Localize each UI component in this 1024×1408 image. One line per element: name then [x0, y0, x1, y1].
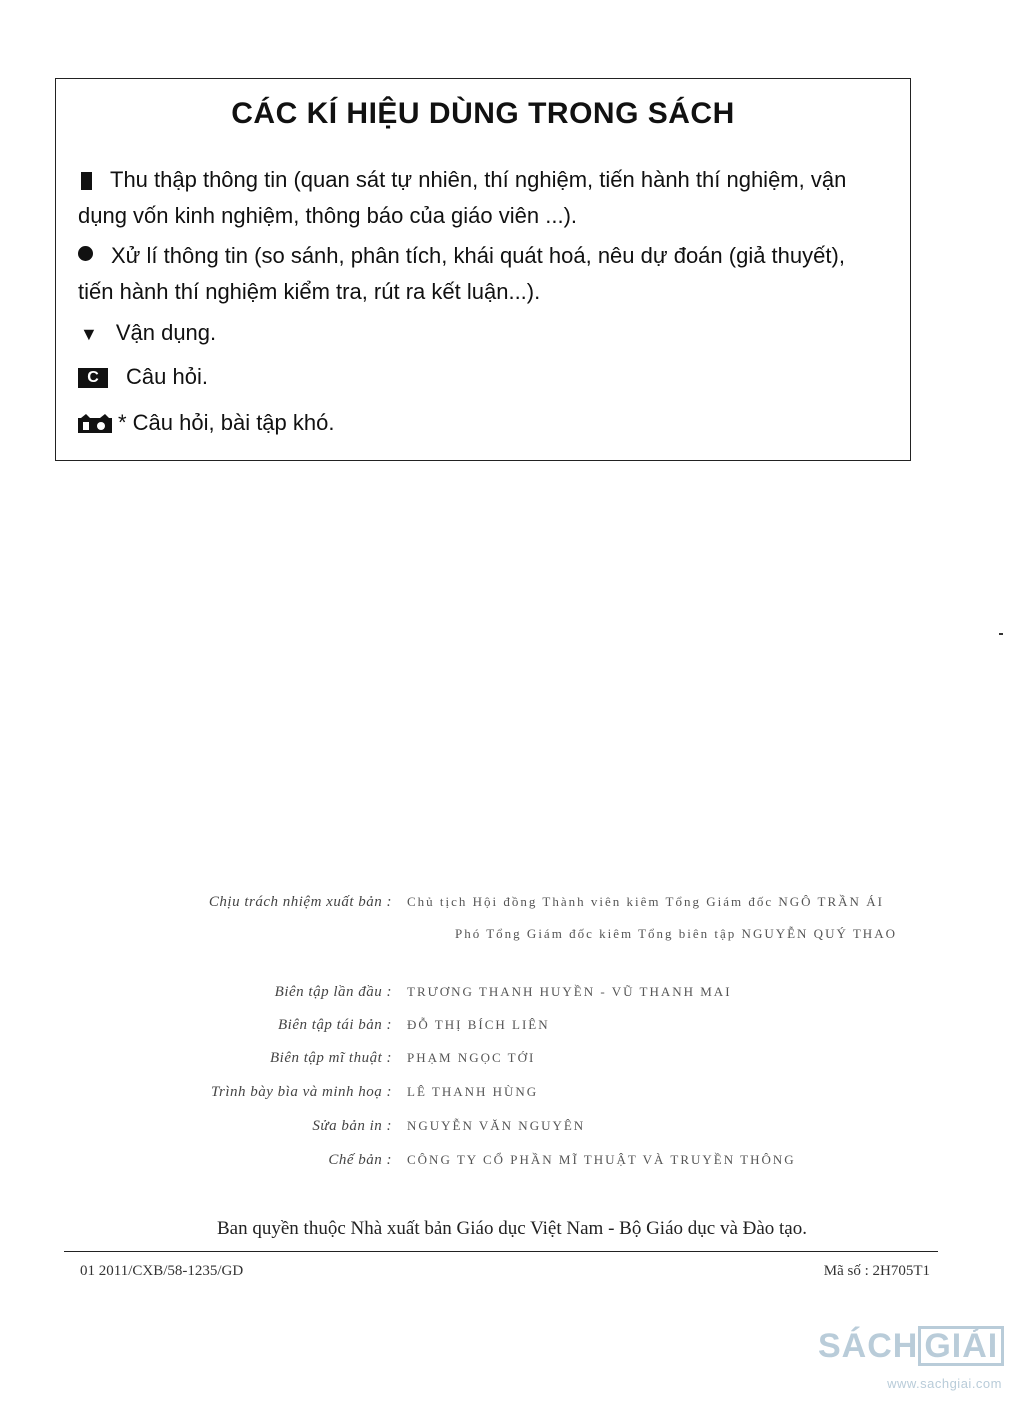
credit-label: Sửa bản in : — [312, 1118, 392, 1134]
credit-value: LÊ THANH HÙNG — [407, 1084, 539, 1099]
legend-item-text: Vận dụng. — [115, 320, 217, 345]
copyright-notice: Ban quyền thuộc Nhà xuất bản Giáo dục Việt Nam - Bộ Giáo dục và Đào tạo. — [217, 1218, 807, 1239]
registration-number: 01 2011/CXB/58-1235/GD — [80, 1263, 244, 1279]
triangle-icon: ▼ — [80, 324, 98, 345]
hard-question-icon — [78, 414, 112, 434]
credit-row — [60, 1118, 940, 1148]
credit-label: Chịu trách nhiệm xuất bản : — [208, 894, 392, 910]
legend-item-process — [78, 238, 870, 310]
credit-value: Phó Tổng Giám đốc kiêm Tổng biên tập NGUYỄN QUÝ THAO — [455, 926, 897, 941]
credit-row — [60, 1084, 940, 1114]
legend-item-hard-question — [78, 405, 870, 441]
watermark-brand-right: GIẢI — [918, 1326, 1004, 1366]
footer-divider — [64, 1251, 938, 1252]
legend-item-text: * Câu hỏi, bài tập khó. — [118, 410, 335, 435]
credit-row — [60, 1017, 940, 1047]
credit-row — [60, 1152, 940, 1182]
credit-label: Biên tập lần đầu : — [274, 984, 392, 1000]
square-icon — [81, 172, 92, 190]
question-c-icon: C — [78, 368, 108, 388]
watermark-brand-left: SÁCH — [818, 1327, 919, 1365]
watermark — [818, 1318, 1024, 1408]
credit-value: PHẠM NGỌC TỚI — [407, 1050, 536, 1065]
credit-value: CÔNG TY CỔ PHẦN MĨ THUẬT VÀ TRUYỀN THÔNG — [407, 1152, 796, 1167]
legend-item-question — [78, 359, 870, 395]
credit-row — [60, 1050, 940, 1080]
legend-item-text: Câu hỏi. — [126, 364, 208, 389]
credit-label: Trình bày bìa và minh hoạ : — [211, 1084, 392, 1100]
legend-title: CÁC KÍ HIỆU DÙNG TRONG SÁCH — [231, 97, 735, 130]
credit-row — [60, 894, 940, 924]
watermark-logo — [818, 1326, 1004, 1366]
legend-item-apply — [78, 315, 870, 351]
credit-value: ĐỖ THỊ BÍCH LIÊN — [407, 1017, 550, 1032]
book-code: Mã số : 2H705T1 — [823, 1263, 930, 1279]
stray-mark — [999, 633, 1003, 635]
legend-item-text: Thu thập thông tin (quan sát tự nhiên, thí nghiệm, tiến hành thí nghiệm, vận dụng vốn kinh nghiệm, thông báo của giáo viên ...). — [78, 167, 847, 228]
credit-label: Chế bản : — [328, 1152, 392, 1168]
circle-icon — [78, 246, 93, 261]
symbol-legend-box — [55, 78, 911, 461]
credit-label: Biên tập mĩ thuật : — [270, 1050, 392, 1066]
legend-item-text: Xử lí thông tin (so sánh, phân tích, khái quát hoá, nêu dự đoán (giả thuyết), tiến hành thí nghiệm kiểm tra, rút ra kết luận...). — [78, 243, 845, 304]
watermark-url: www.sachgiai.com — [887, 1376, 1002, 1391]
legend-item-collect — [78, 162, 870, 234]
credit-value: Chủ tịch Hội đồng Thành viên kiêm Tổng Giám đốc NGÔ TRẦN ÁI — [407, 894, 884, 909]
credit-value: NGUYỄN VĂN NGUYÊN — [407, 1118, 586, 1133]
credit-label: Biên tập tái bản : — [278, 1017, 392, 1033]
credit-row — [60, 984, 940, 1014]
credit-value: TRƯƠNG THANH HUYỀN - VŨ THANH MAI — [407, 984, 732, 999]
credit-row — [60, 926, 940, 956]
